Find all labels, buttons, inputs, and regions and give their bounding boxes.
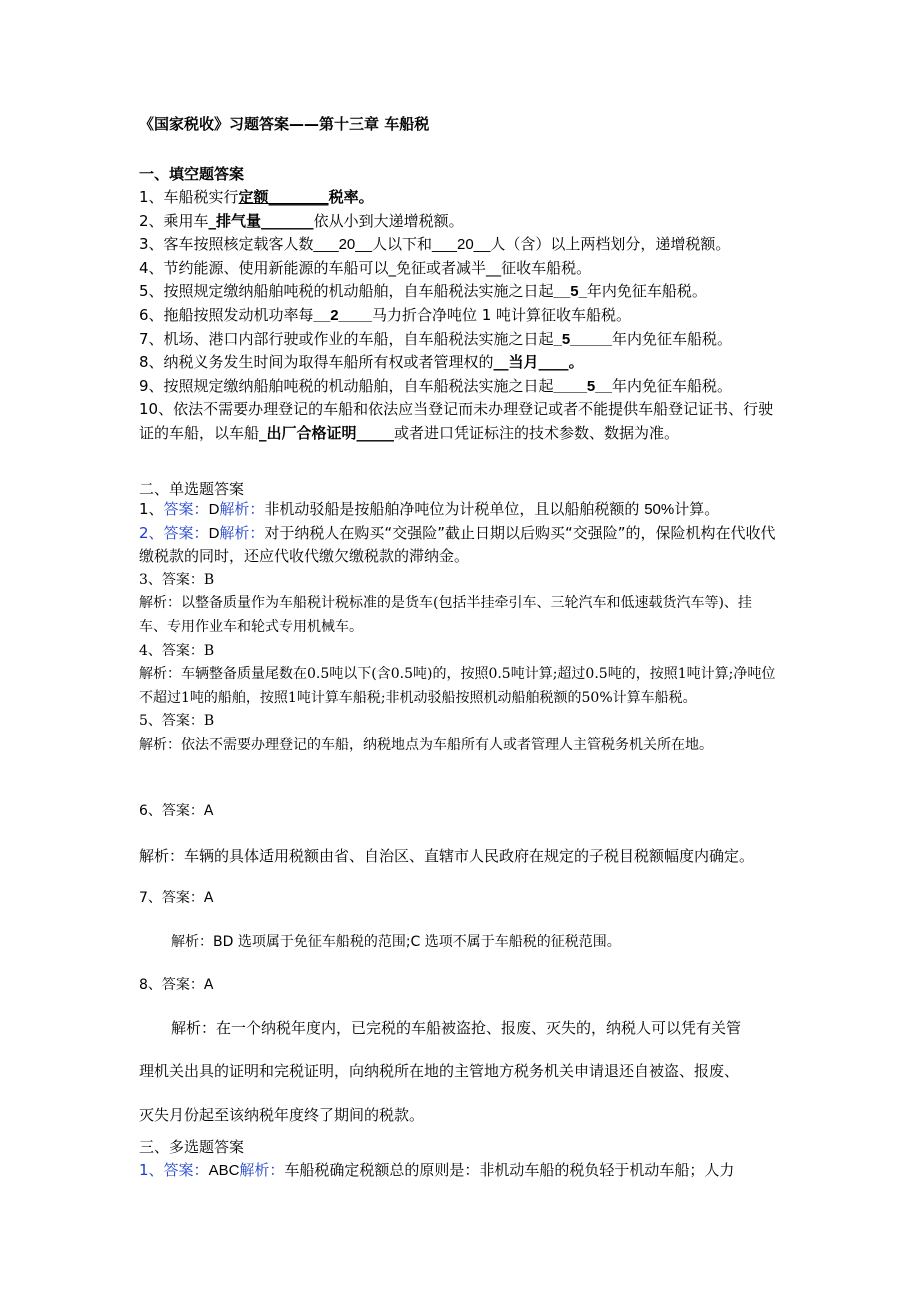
fill-text: 依从小到大递增税额。 bbox=[313, 211, 464, 230]
fill-answer: __当月____ bbox=[493, 353, 569, 372]
fill-answer: _免征或者减半_ bbox=[388, 258, 494, 277]
single-item bbox=[139, 498, 779, 522]
fill-text: _征收车船税。 bbox=[493, 258, 592, 277]
answer-value: D bbox=[208, 501, 220, 518]
fill-text: 年内免征车船税。 bbox=[611, 329, 732, 348]
fill-item bbox=[139, 398, 779, 445]
single-explanation: 解析：车辆整备质量尾数在0.5吨以下(含0.5吨)的，按照0.5吨计算;超过0.5吨的，按照1吨计算;净吨位不超过1吨的船舶，按照1吨计算车船税;非机动驳船按照机动船舶税额的50%计算车船税。 bbox=[139, 666, 776, 706]
single-answer: 6、答案：A bbox=[139, 803, 214, 819]
fill-text: 9、按照规定缴纳船舶吨税的机动船舶，自车船税法实施之日起 bbox=[139, 376, 554, 395]
fill-item bbox=[139, 351, 779, 375]
answer-value: ABC bbox=[208, 1162, 240, 1179]
single-explanation-line: 灭失月份起至该纳税年度终了期间的税款。 bbox=[139, 1106, 425, 1124]
fill-text: 人以下和 bbox=[371, 235, 432, 254]
fill-answer: _排气量_______ bbox=[208, 211, 314, 230]
single-answer: 3、答案：B bbox=[139, 571, 215, 588]
item-number: 2、 bbox=[139, 523, 164, 542]
single-answer: 4、答案：B bbox=[139, 642, 215, 659]
explanation-percent: 50% bbox=[644, 501, 675, 518]
answer-label: 答案： bbox=[163, 500, 209, 518]
fill-text: 税率。 bbox=[328, 188, 374, 206]
fill-item bbox=[139, 280, 779, 304]
answer-value: D bbox=[208, 524, 220, 542]
fill-text: 1、车船税实行 bbox=[139, 188, 239, 206]
fill-item bbox=[139, 304, 779, 328]
fill-text: 8、纳税义务发生时间为取得车船所有权或者管理权的 bbox=[139, 353, 494, 372]
fill-text: 10、依法不需要办理登记的车船和依法应当登记而未办理登记或者不能提供车船登记证书、行驶证的车船，以车船 bbox=[139, 400, 774, 442]
explanation-label: 解析： bbox=[219, 500, 265, 518]
single-section-heading: 二、单选题答案 bbox=[139, 480, 245, 498]
fill-item bbox=[139, 257, 779, 281]
fill-text: 或者进口凭证标注的技术参数、数据为准。 bbox=[394, 423, 680, 442]
fill-item bbox=[139, 210, 779, 234]
single-explanation-line: 解析：在一个纳税年度内，已完税的车船被盗抢、报废、灭失的，纳税人可以凭有关管 bbox=[171, 1019, 742, 1037]
fill-answer: _5_____ bbox=[553, 330, 612, 348]
fill-answer: _出厂合格证明_____ bbox=[259, 423, 395, 442]
answer-label: 答案： bbox=[163, 1161, 209, 1179]
multi-section-heading: 三、多选题答案 bbox=[139, 1138, 245, 1156]
fill-text: 5、按照规定缴纳船舶吨税的机动船舶，自车船税法实施之日起 bbox=[139, 282, 554, 301]
single-explanation: 解析：BD 选项属于免征车船税的范围;C 选项不属于车船税的征税范围。 bbox=[171, 934, 621, 950]
single-explanation-line: 理机关出具的证明和完税证明，向纳税所在地的主管地方税务机关申请退还自被盗、报废、 bbox=[139, 1062, 740, 1080]
fill-text: 年内免征车船税。 bbox=[586, 282, 707, 301]
document-title: 《国家税收》习题答案——第十三章 车船税 bbox=[139, 115, 430, 133]
fill-answer: __5_ bbox=[553, 283, 587, 301]
fill-section-heading: 一、填空题答案 bbox=[139, 165, 245, 183]
fill-answer: ___20__ bbox=[431, 236, 491, 254]
fill-answer: ____5__ bbox=[553, 377, 612, 395]
single-explanation: 解析：依法不需要办理登记的车船，纳税地点为车船所有人或者管理人主管税务机关所在地。 bbox=[139, 736, 713, 753]
answer-label: 答案： bbox=[163, 523, 209, 542]
fill-answer: 定额________ bbox=[238, 188, 329, 206]
fill-answer: __2____ bbox=[313, 306, 372, 324]
single-explanation: 解析：车辆的具体适用税额由省、自治区、直辖市人民政府在规定的子税目税额幅度内确定。 bbox=[139, 847, 755, 865]
fill-text: 年内免征车船税。 bbox=[611, 376, 732, 395]
explanation-text: 计算。 bbox=[674, 500, 720, 518]
explanation-text: 车船税确定税额总的原则是：非机动车船的税负轻于机动车船；人力 bbox=[284, 1161, 735, 1179]
fill-item bbox=[139, 186, 779, 210]
single-answer: 8、答案：A bbox=[139, 977, 214, 993]
single-answers-top bbox=[139, 498, 779, 758]
item-number: 1、 bbox=[139, 500, 164, 518]
single-explanation: 解析：以整备质量作为车船税计税标准的是货车(包括半挂牵引车、三轮汽车和低速载货汽车等)、挂车、专用作业车和轮式专用机械车。 bbox=[139, 595, 752, 635]
explanation-label: 解析： bbox=[219, 523, 265, 542]
fill-text: 6、拖船按照发动机功率每 bbox=[139, 305, 314, 324]
fill-text: 人（含）以上两档划分，递增税额。 bbox=[490, 235, 731, 254]
fill-item bbox=[139, 375, 779, 399]
fill-text: 4、节约能源、使用新能源的车船可以 bbox=[139, 258, 389, 277]
fill-answer: ___20__ bbox=[313, 236, 372, 254]
single-item bbox=[139, 522, 779, 569]
fill-item bbox=[139, 233, 779, 257]
explanation-text: 对于纳税人在购买“交强险”截止日期以后购买“交强险”的，保险机构在代收代缴税款的同时，还应代收代缴欠缴税款的滞纳金。 bbox=[139, 523, 776, 566]
explanation-text: 非机动驳船是按船舶净吨位为计税单位，且以船舶税额的 bbox=[264, 500, 645, 518]
single-answer: 5、答案：B bbox=[139, 713, 215, 730]
item-number: 1、 bbox=[139, 1161, 164, 1179]
multi-item bbox=[139, 1159, 784, 1180]
fill-text: 。 bbox=[568, 353, 584, 372]
fill-text: 3、客车按照核定载客人数 bbox=[139, 235, 314, 254]
fill-text: 马力折合净吨位 1 吨计算征收车船税。 bbox=[371, 305, 632, 324]
explanation-label: 解析： bbox=[239, 1161, 285, 1179]
fill-text: 2、乘用车 bbox=[139, 211, 209, 230]
fill-text: 7、机场、港口内部行驶或作业的车船，自车船税法实施之日起 bbox=[139, 329, 554, 348]
fill-item bbox=[139, 328, 779, 352]
single-answer: 7、答案：A bbox=[139, 890, 214, 906]
fill-answers bbox=[139, 186, 779, 446]
